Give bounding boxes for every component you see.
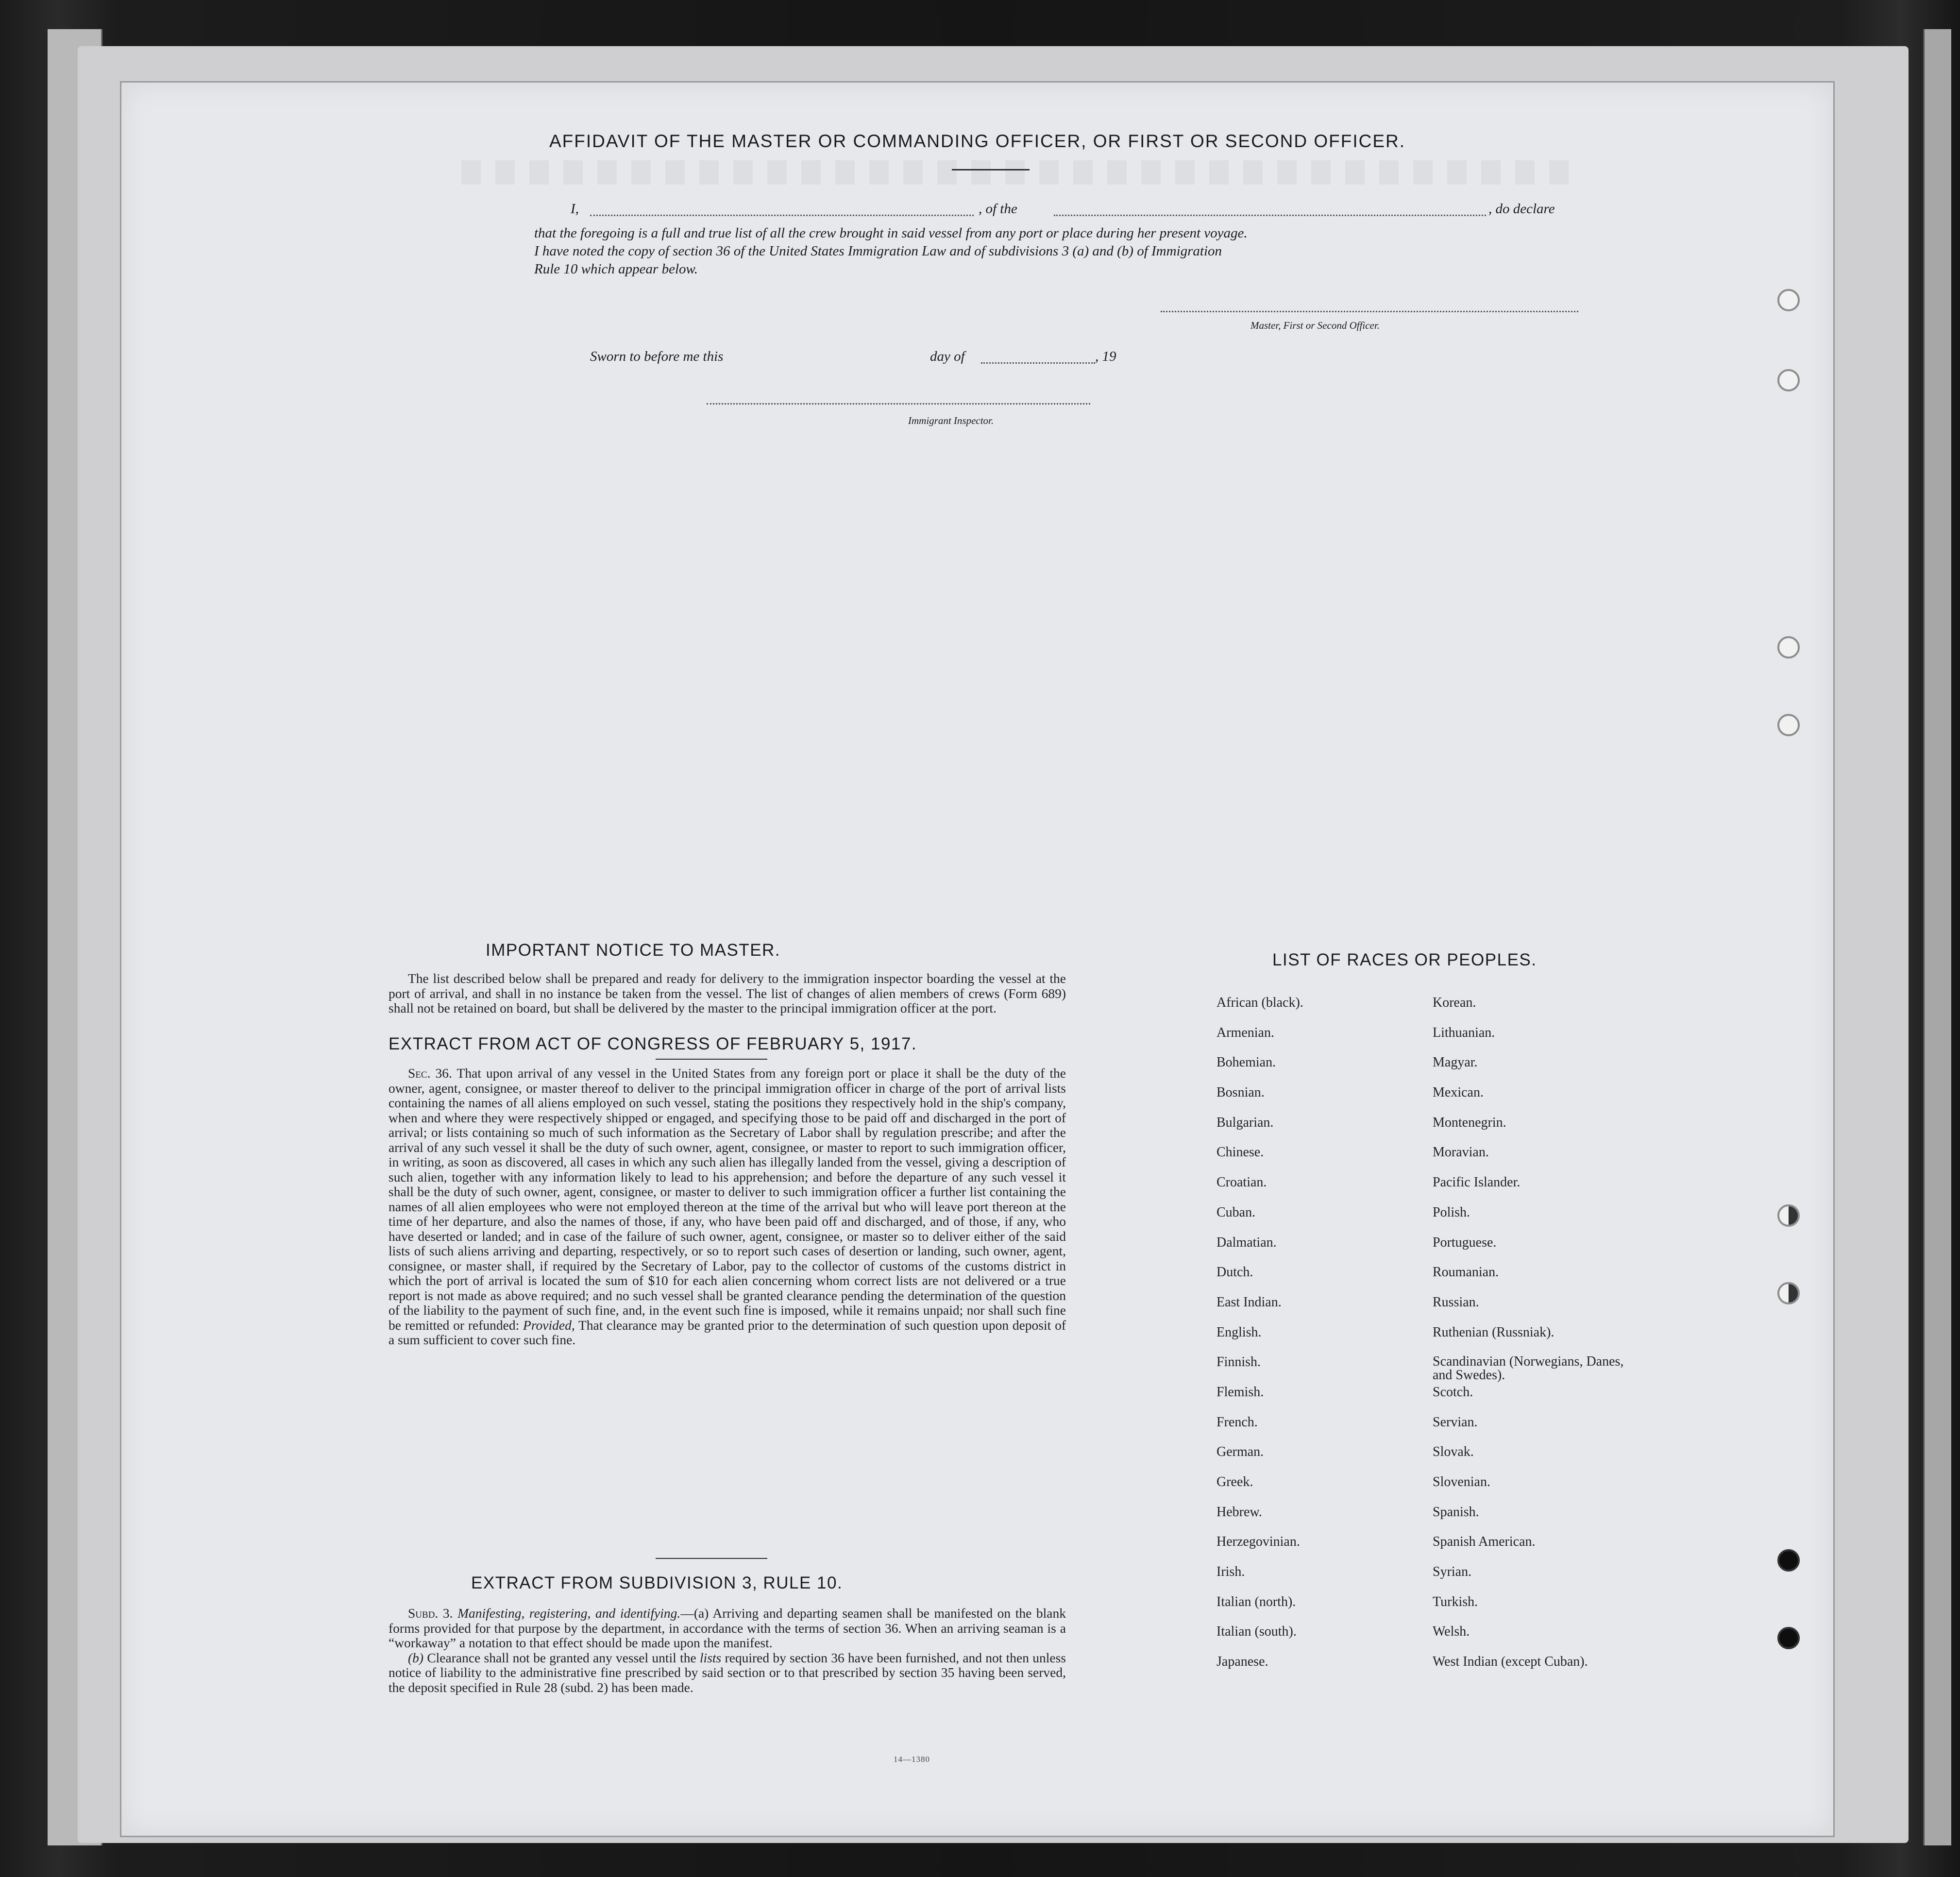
inspector-label: Immigrant Inspector. (908, 415, 994, 426)
sworn-label: Sworn to before me this (590, 349, 724, 364)
race-item: Armenian. (1217, 1025, 1274, 1040)
day-of-label: day of (930, 349, 965, 364)
race-item: Chinese. (1217, 1145, 1264, 1160)
section-text: That upon arrival of any vessel in the United States from any foreign port or place it shall be the duty of the owner, agent, consignee, or master thereof to deliver to the principal immigration officer in charge of the port of arrival lists containing the names of all aliens employed on such vessel, stating the positions they respectively hold in the ship's company, when and where they were respectively shipped or engaged, and specifying those to be paid off and discharged in the port of arrival; or lists containing so much of such information as the Secretary of Labor shall by regulation prescribe; and after the arrival of any such vessel it shall be the duty of such owner, agent, consignee, or master to report to such immigration officer, in writing, as soon as discovered, all cases in which any such alien has illegally landed from the vessel, giving a description of such alien, together with any information likely to lead to his apprehension; and before the departure of any such vessel it shall be the duty of such owner, agent, consignee, or master to deliver to such immigration officer a further list containing the names of all alien employees who were not employed thereon at the time of the arrival but who will leave port thereon at the time of her departure, and also the names of those, if any, who have been paid off and discharged, and of those, if any, who have deserted or landed; and in case of the failure of such owner, agent, consignee, or master so to deliver either of the said lists of such aliens arriving and departing, respectively, or so to report such cases of desertion or landing, such owner, agent, consignee, or master shall, if required by the Secretary of Labor, pay to the collector of customs of the customs district in which the port of arrival is located the sum of $10 for each alien concerning whom correct lists are not delivered or a true report is not made as above required; and no such vessel shall be granted clearance pending the determination of the question of the liability to the payment of such fine, and, in the event such fine is imposed, while it remains unpaid; nor shall such fine be remitted or refunded: (389, 1065, 1066, 1333)
notice-title: IMPORTANT NOTICE TO MASTER. (486, 941, 781, 960)
race-item: Japanese. (1217, 1654, 1268, 1670)
races-left-column (1217, 996, 1303, 1685)
race-item: Pacific Islander. (1433, 1175, 1521, 1190)
right-adjacent-page-edge (1923, 29, 1951, 1845)
form-number: 14—1380 (894, 1755, 930, 1764)
punch-hole (1777, 714, 1800, 736)
affidavit-title: AFFIDAVIT OF THE MASTER OR COMMANDING OFFICER, OR FIRST OR SECOND OFFICER. (549, 131, 1406, 151)
declaration-line-3: Rule 10 which appear below. (534, 261, 698, 277)
race-item: Servian. (1433, 1414, 1478, 1430)
para-b-text-2: required by section 36 have been furnished, and not then unless notice of liability to the administrative fine prescribed by said section or to that prescribed by section 35 having been served, the deposit specified in Rule 28 (subd. 2) has been made. (389, 1650, 1066, 1695)
para-a-mark: —(a) (680, 1606, 709, 1621)
inspector-signature-line (707, 403, 1090, 405)
year-label: , 19 (1095, 349, 1116, 364)
race-item: Mexican. (1433, 1085, 1484, 1100)
race-item: Magyar. (1433, 1055, 1478, 1070)
race-item: African (black). (1217, 995, 1303, 1010)
race-item: French. (1217, 1414, 1258, 1430)
races-right-column (1433, 996, 1646, 1685)
provided-label: Provided, (523, 1317, 575, 1333)
race-item: Ruthenian (Russniak). (1433, 1324, 1554, 1340)
punch-hole (1777, 636, 1800, 659)
month-line (981, 362, 1095, 364)
para-b-mark: (b) (408, 1650, 424, 1665)
race-item: Moravian. (1433, 1145, 1489, 1160)
race-item: Korean. (1433, 995, 1476, 1010)
race-item: Greek. (1217, 1474, 1253, 1489)
punch-hole (1777, 1549, 1800, 1572)
race-item: Hebrew. (1217, 1504, 1262, 1520)
race-item: Irish. (1217, 1564, 1245, 1580)
race-item: Slovak. (1433, 1444, 1474, 1460)
race-item: Italian (north). (1217, 1594, 1296, 1609)
race-item: Spanish. (1433, 1504, 1479, 1520)
race-item: Scotch. (1433, 1384, 1473, 1400)
bleed-through-text (461, 160, 1578, 185)
race-item: Syrian. (1433, 1564, 1472, 1580)
race-item: Bohemian. (1217, 1055, 1276, 1070)
punch-hole (1777, 1627, 1800, 1649)
race-item: Dutch. (1217, 1265, 1253, 1280)
rule-extract-title: EXTRACT FROM SUBDIVISION 3, RULE 10. (471, 1573, 843, 1592)
race-item: Portuguese. (1433, 1234, 1497, 1250)
act-extract-paragraph (389, 1066, 1066, 1348)
notice-paragraph: The list described below shall be prepared and ready for delivery to the immigration inspector boarding the vessel at the port of arrival, and shall in no instance be taken from the vessel. The list of changes of alien members of crews (Form 689) shall not be retained on board, but shall be delivered by the master to the principal immigration officer at the port. (389, 971, 1066, 1015)
form-page (121, 83, 1833, 1836)
act-extract-rule (656, 1059, 767, 1060)
race-item: Finnish. (1217, 1354, 1261, 1370)
declaration-text (534, 224, 1588, 278)
notice-text (389, 971, 1066, 1016)
master-signature-label: Master, First or Second Officer. (1250, 320, 1380, 331)
para-b-text-1: Clearance shall not be granted any vessel until the (427, 1650, 696, 1665)
punch-hole (1777, 1204, 1800, 1227)
rule-extract-rule (656, 1558, 767, 1559)
race-item: Turkish. (1433, 1594, 1478, 1609)
race-item: Montenegrin. (1433, 1115, 1506, 1130)
declarant-name-line (590, 215, 974, 216)
race-item: East Indian. (1217, 1294, 1282, 1310)
race-item: Bosnian. (1217, 1085, 1265, 1100)
race-item: Dalmatian. (1217, 1234, 1277, 1250)
section-label: Sec. 36. (408, 1065, 452, 1081)
race-item: Welsh. (1433, 1624, 1470, 1640)
subdivision-heading: Manifesting, registering, and identifying. (457, 1606, 681, 1621)
race-item: Cuban. (1217, 1204, 1256, 1220)
race-item: Spanish American. (1433, 1534, 1536, 1550)
race-item: Herzegovinian. (1217, 1534, 1300, 1550)
vessel-label: , of the (979, 201, 1017, 217)
race-item: Lithuanian. (1433, 1025, 1495, 1040)
rule-paragraph-a (389, 1606, 1066, 1651)
vessel-name-line (1054, 215, 1486, 216)
race-item: Polish. (1433, 1204, 1470, 1220)
para-a-text: Arriving and departing seamen shall be manifested on the blank forms provided for that purpose by the department, in accordance with the terms of section 36. When an arriving seaman is a “workaway” a notation to that effect should be made upon the manifest. (389, 1606, 1066, 1650)
race-item: Scandinavian (Norwegians, Danes, and Swedes). (1433, 1354, 1624, 1383)
race-item: Flemish. (1217, 1384, 1264, 1400)
punch-hole (1777, 289, 1800, 311)
race-item: English. (1217, 1324, 1262, 1340)
para-b-lists: lists (699, 1650, 722, 1665)
declarant-label: I, (571, 201, 579, 217)
declaration-line-2: I have noted the copy of section 36 of the United States Immigration Law and of subdivisions 3 (a) and (b) of Immigration (534, 243, 1222, 259)
race-item: Bulgarian. (1217, 1115, 1274, 1130)
race-item: Croatian. (1217, 1175, 1267, 1190)
rule-extract-text (389, 1606, 1066, 1695)
section-text-end: That clearance may be granted prior to the determination of such question upon deposit of a sum sufficient to cover such fine. (389, 1317, 1066, 1347)
master-signature-line (1161, 311, 1578, 312)
act-extract-text (389, 1066, 1066, 1348)
race-item: Slovenian. (1433, 1474, 1490, 1489)
race-item: Italian (south). (1217, 1624, 1297, 1640)
race-item: Roumanian. (1433, 1265, 1499, 1280)
races-title: LIST OF RACES OR PEOPLES. (1272, 950, 1537, 969)
punch-hole (1777, 369, 1800, 391)
race-item: German. (1217, 1444, 1264, 1460)
rule-paragraph-b (389, 1651, 1066, 1695)
title-rule (952, 169, 1030, 170)
declaration-line-1: that the foregoing is a full and true list of all the crew brought in said vessel from any port or place during her present voyage. (534, 225, 1248, 241)
declare-label: , do declare (1488, 201, 1555, 217)
punch-hole (1777, 1282, 1800, 1304)
act-extract-title: EXTRACT FROM ACT OF CONGRESS OF FEBRUARY 5, 1917. (389, 1034, 917, 1053)
race-item: West Indian (except Cuban). (1433, 1654, 1588, 1670)
subdivision-label: Subd. 3. (408, 1606, 453, 1621)
race-item: Russian. (1433, 1294, 1479, 1310)
